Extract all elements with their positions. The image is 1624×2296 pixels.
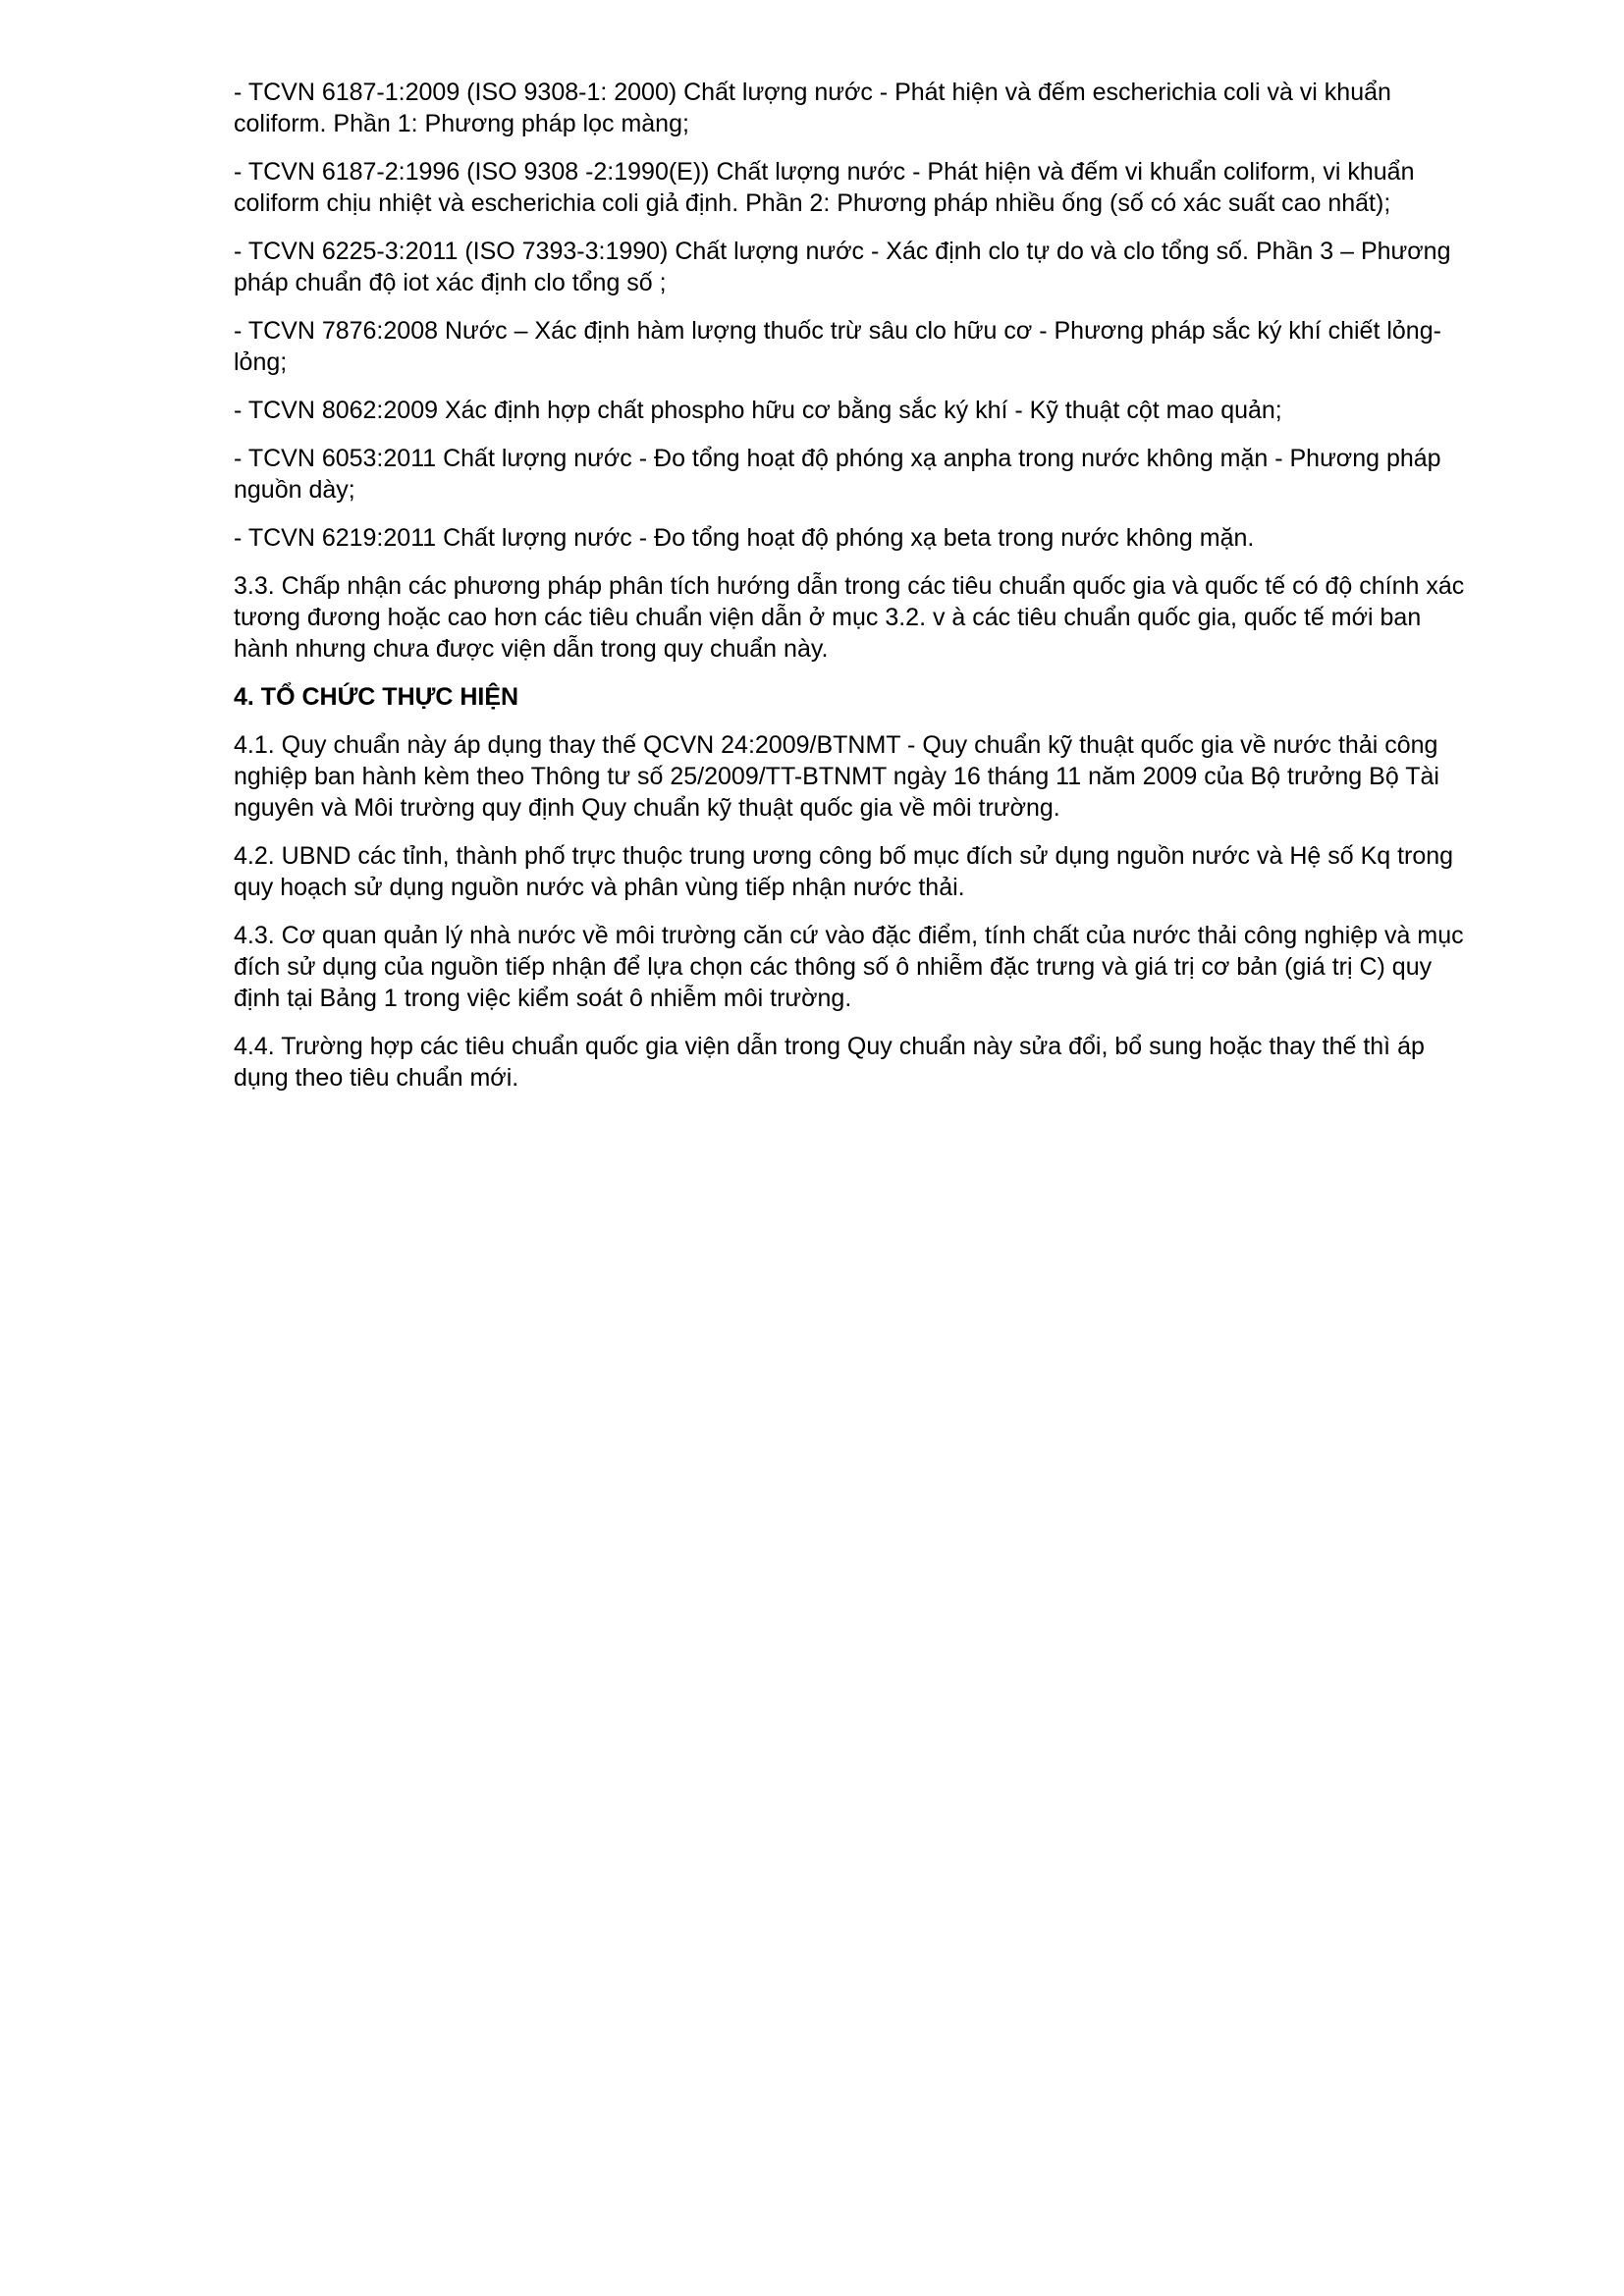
reference-tcvn-6225-3: - TCVN 6225-3:2011 (ISO 7393-3:1990) Chất lượng nước - Xác định clo tự do và clo tổng số. Phần 3 – Phương pháp chuẩn độ iot xác định clo tổng số ; bbox=[234, 238, 1451, 296]
reference-tcvn-6187-2: - TCVN 6187-2:1996 (ISO 9308 -2:1990(E)) Chất lượng nước - Phát hiện và đếm vi khuẩn coliform, vi khuẩn coliform chịu nhiệt và escherichia coli giả định. Phần 2: Phương pháp nhiều ống (số có xác suất cao nhất); bbox=[234, 158, 1415, 217]
section-4-1-paragraph: 4.1. Quy chuẩn này áp dụng thay thế QCVN 24:2009/BTNMT - Quy chuẩn kỹ thuật quốc gia về nước thải công nghiệp ban hành kèm theo Thông tư số 25/2009/TT-BTNMT ngày 16 tháng 11 năm 2009 của Bộ trưởng Bộ Tài nguyên và Môi trường quy định Quy chuẩn kỹ thuật quốc gia về môi trường. bbox=[234, 731, 1439, 822]
reference-tcvn-7876: - TCVN 7876:2008 Nước – Xác định hàm lượng thuốc trừ sâu clo hữu cơ - Phương pháp sắc ký khí chiết lỏng-lỏng; bbox=[234, 317, 1441, 376]
section-4-2-paragraph: 4.2. UBND các tỉnh, thành phố trực thuộc trung ương công bố mục đích sử dụng nguồn nước và Hệ số Kq trong quy hoạch sử dụng nguồn nước và phân vùng tiếp nhận nước thải. bbox=[234, 842, 1454, 901]
section-4-3-paragraph: 4.3. Cơ quan quản lý nhà nước về môi trường căn cứ vào đặc điểm, tính chất của nước thải công nghiệp và mục đích sử dụng của nguồn tiếp nhận để lựa chọn các thông số ô nhiễm đặc trưng và giá trị cơ bản (giá trị C) quy định tại Bảng 1 trong việc kiểm soát ô nhiễm môi trường. bbox=[234, 922, 1464, 1012]
section-4-heading: 4. TỔ CHỨC THỰC HIỆN bbox=[234, 683, 519, 711]
reference-tcvn-8062: - TCVN 8062:2009 Xác định hợp chất phospho hữu cơ bằng sắc ký khí - Kỹ thuật cột mao quản; bbox=[234, 397, 1282, 424]
reference-tcvn-6219: - TCVN 6219:2011 Chất lượng nước - Đo tổng hoạt độ phóng xạ beta trong nước không mặn. bbox=[234, 524, 1255, 552]
reference-tcvn-6187-1: - TCVN 6187-1:2009 (ISO 9308-1: 2000) Chất lượng nước - Phát hiện và đếm escherichia coli và vi khuẩn coliform. Phần 1: Phương pháp lọc màng; bbox=[234, 79, 1391, 137]
reference-tcvn-6053: - TCVN 6053:2011 Chất lượng nước - Đo tổng hoạt độ phóng xạ anpha trong nước không mặn - Phương pháp nguồn dày; bbox=[234, 445, 1441, 504]
section-3-3-paragraph: 3.3. Chấp nhận các phương pháp phân tích hướng dẫn trong các tiêu chuẩn quốc gia và quốc tế có độ chính xác tương đương hoặc cao hơn các tiêu chuẩn viện dẫn ở mục 3.2. v à các tiêu chuẩn quốc gia, quốc tế mới ban hành nhưng chưa được viện dẫn trong quy chuẩn này. bbox=[234, 572, 1465, 663]
section-4-4-paragraph: 4.4. Trường hợp các tiêu chuẩn quốc gia viện dẫn trong Quy chuẩn này sửa đổi, bổ sung hoặc thay thế thì áp dụng theo tiêu chuẩn mới. bbox=[234, 1033, 1425, 1092]
document-page bbox=[234, 77, 1481, 1110]
